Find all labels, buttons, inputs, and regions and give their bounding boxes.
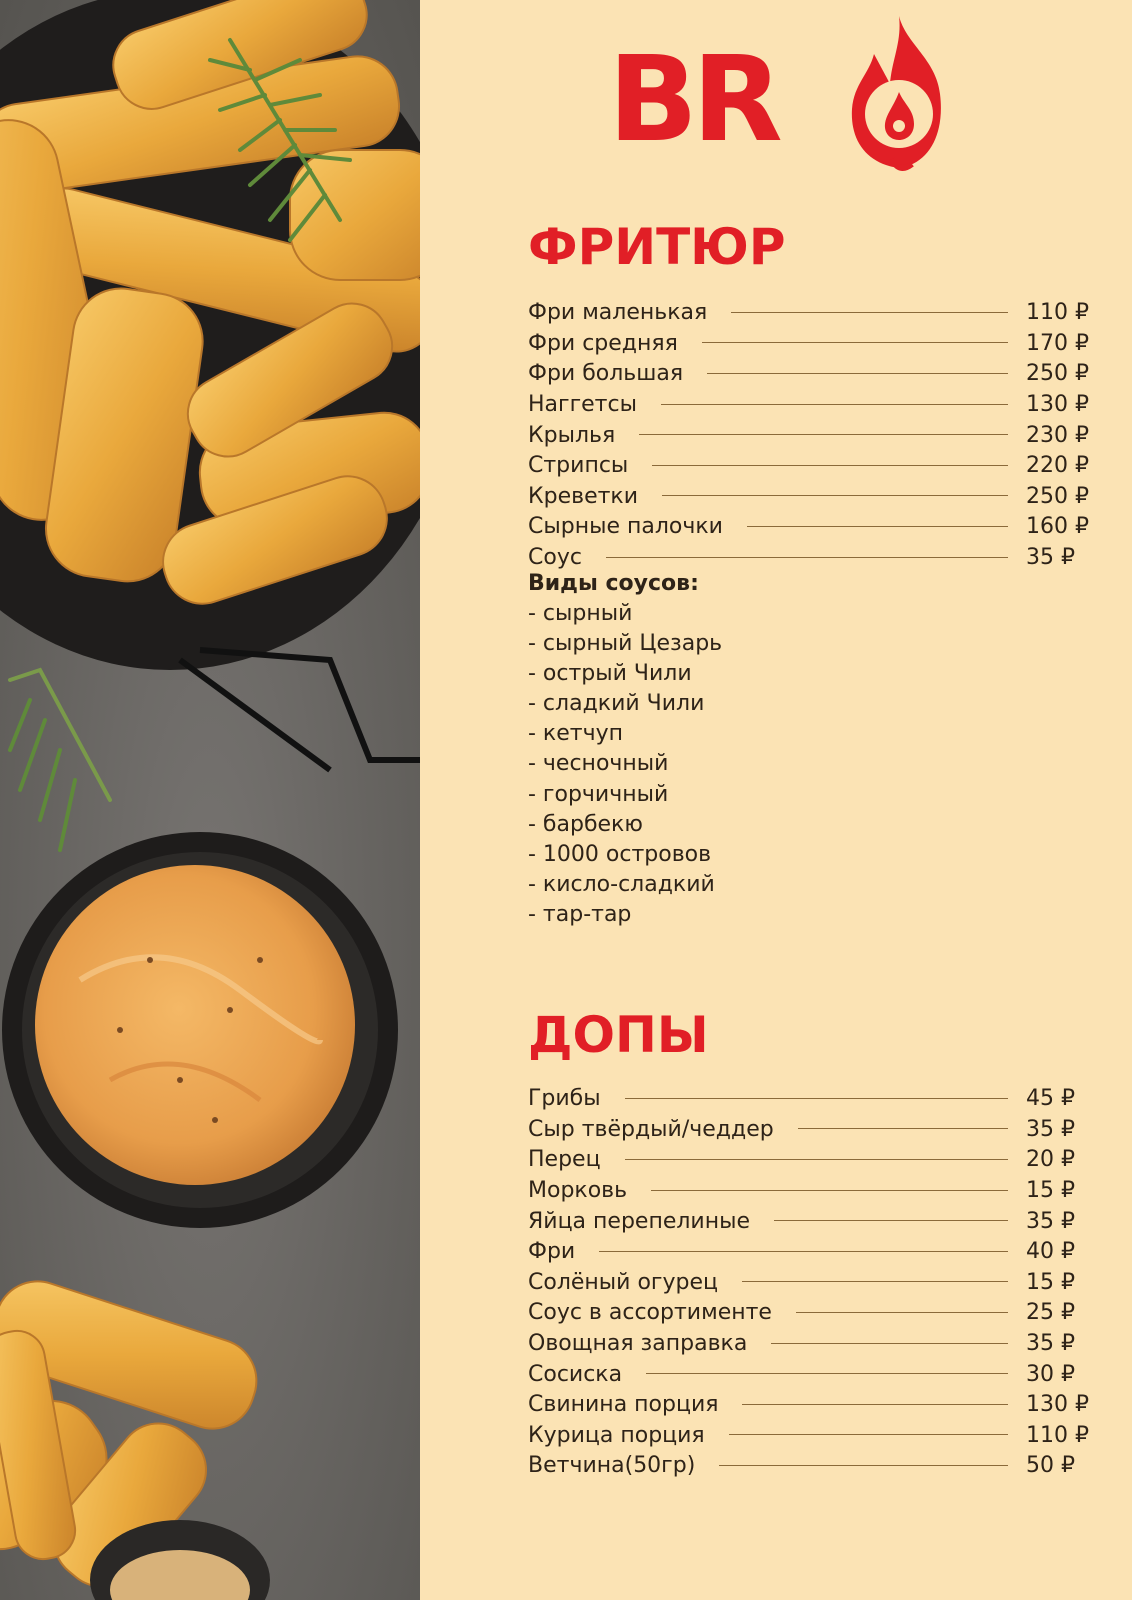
ruble-sign: ₽ <box>1061 1178 1075 1204</box>
price-value: 30 <box>1026 1361 1054 1387</box>
menu-item <box>528 329 1088 360</box>
price-value: 15 <box>1026 1178 1054 1204</box>
item-price <box>1026 421 1088 451</box>
extras-price-list <box>528 1084 1088 1482</box>
item-name: Свинина порция <box>528 1392 719 1418</box>
dotted-leader <box>771 1343 1008 1344</box>
ruble-sign: ₽ <box>1075 392 1089 418</box>
ruble-sign: ₽ <box>1061 1147 1075 1173</box>
item-price <box>1026 329 1088 359</box>
item-name: Сыр твёрдый/чеддер <box>528 1116 774 1142</box>
item-price <box>1026 1084 1088 1114</box>
item-name: Креветки <box>528 483 639 509</box>
item-price <box>1026 359 1088 389</box>
menu-item <box>528 1115 1088 1146</box>
ruble-sign: ₽ <box>1075 361 1089 387</box>
menu-item <box>528 1451 1088 1482</box>
dotted-leader <box>662 495 1008 496</box>
item-price <box>1026 1145 1088 1175</box>
ruble-sign: ₽ <box>1061 1239 1075 1265</box>
sauce-types-list <box>528 599 722 930</box>
ruble-sign: ₽ <box>1075 453 1089 479</box>
ruble-sign: ₽ <box>1061 545 1075 571</box>
price-value: 250 <box>1026 361 1068 387</box>
item-name: Сосиска <box>528 1361 623 1387</box>
item-price <box>1026 1298 1088 1328</box>
item-name: Стрипсы <box>528 453 629 479</box>
price-value: 15 <box>1026 1269 1054 1295</box>
dotted-leader <box>652 465 1008 466</box>
food-photo <box>0 0 420 1600</box>
item-price <box>1026 298 1088 328</box>
sauce-item: - кисло-сладкий <box>528 871 715 897</box>
item-name: Солёный огурец <box>528 1269 718 1295</box>
menu-item <box>528 1421 1088 1452</box>
item-price <box>1026 451 1088 481</box>
ruble-sign: ₽ <box>1061 1453 1075 1479</box>
price-value: 110 <box>1026 1422 1068 1448</box>
item-name: Овощная заправка <box>528 1331 748 1357</box>
sauce-item: - тар-тар <box>528 901 632 927</box>
ruble-sign: ₽ <box>1061 1116 1075 1142</box>
item-price <box>1026 1115 1088 1145</box>
ruble-sign: ₽ <box>1061 1331 1075 1357</box>
flame-o-icon <box>844 14 954 174</box>
item-name: Сырные палочки <box>528 514 723 540</box>
item-price <box>1026 1360 1088 1390</box>
item-price <box>1026 1329 1088 1359</box>
item-price <box>1026 1237 1088 1267</box>
price-value: 160 <box>1026 514 1068 540</box>
ruble-sign: ₽ <box>1075 1422 1089 1448</box>
menu-item <box>528 298 1088 329</box>
sauce-item: - острый Чили <box>528 661 692 687</box>
menu-item <box>528 1298 1088 1329</box>
menu-item <box>528 1237 1088 1268</box>
dotted-leader <box>625 1159 1008 1160</box>
fryer-price-list <box>528 298 1088 573</box>
sauce-item: - барбекю <box>528 811 643 837</box>
menu-item <box>528 1359 1088 1390</box>
section-title-extras: ДОПЫ <box>528 1006 709 1064</box>
dotted-leader <box>646 1373 1008 1374</box>
dotted-leader <box>747 526 1008 527</box>
dotted-leader <box>729 1434 1008 1435</box>
dotted-leader <box>774 1220 1008 1221</box>
section-title-fryer: ФРИТЮР <box>528 218 786 276</box>
item-price <box>1026 482 1088 512</box>
price-value: 45 <box>1026 1086 1054 1112</box>
ruble-sign: ₽ <box>1061 1208 1075 1234</box>
dotted-leader <box>606 557 1008 558</box>
fries-and-sauce-illustration <box>0 0 420 1600</box>
ruble-sign: ₽ <box>1075 330 1089 356</box>
item-name: Перец <box>528 1147 601 1173</box>
ruble-sign: ₽ <box>1075 422 1089 448</box>
item-name: Фри большая <box>528 361 684 387</box>
item-price <box>1026 543 1088 573</box>
dotted-leader <box>731 312 1008 313</box>
menu-item <box>528 1206 1088 1237</box>
dotted-leader <box>707 373 1008 374</box>
dotted-leader <box>651 1190 1008 1191</box>
dotted-leader <box>702 342 1008 343</box>
dotted-leader <box>625 1098 1008 1099</box>
brand-logo <box>608 10 948 170</box>
menu-item <box>528 1176 1088 1207</box>
ruble-sign: ₽ <box>1061 1269 1075 1295</box>
dotted-leader <box>742 1281 1008 1282</box>
menu-item <box>528 1145 1088 1176</box>
sauce-item: - кетчуп <box>528 721 623 747</box>
item-price <box>1026 1390 1088 1420</box>
sauce-item: - сырный Цезарь <box>528 631 723 657</box>
item-name: Курица порция <box>528 1422 705 1448</box>
dotted-leader <box>742 1404 1008 1405</box>
menu-panel <box>420 0 1132 1600</box>
ruble-sign: ₽ <box>1061 1086 1075 1112</box>
menu-item <box>528 512 1088 543</box>
sauce-item: - чесночный <box>528 751 669 777</box>
sauce-item: - 1000 островов <box>528 841 712 867</box>
ruble-sign: ₽ <box>1061 1300 1075 1326</box>
price-value: 35 <box>1026 1331 1054 1357</box>
ruble-sign: ₽ <box>1075 300 1089 326</box>
item-name: Грибы <box>528 1086 601 1112</box>
ruble-sign: ₽ <box>1061 1361 1075 1387</box>
item-price <box>1026 1268 1088 1298</box>
dotted-leader <box>661 404 1008 405</box>
item-price <box>1026 1451 1088 1481</box>
item-name: Фри маленькая <box>528 300 708 326</box>
price-value: 250 <box>1026 483 1068 509</box>
price-value: 25 <box>1026 1300 1054 1326</box>
dotted-leader <box>639 434 1008 435</box>
item-name: Наггетсы <box>528 392 637 418</box>
price-value: 35 <box>1026 1208 1054 1234</box>
sauce-item: - горчичный <box>528 781 669 807</box>
item-price <box>1026 512 1088 542</box>
price-value: 40 <box>1026 1239 1054 1265</box>
sauce-types-heading: Виды соусов: <box>528 571 699 596</box>
menu-item <box>528 1084 1088 1115</box>
menu-item <box>528 1329 1088 1360</box>
sauce-item: - сладкий Чили <box>528 691 705 717</box>
price-value: 230 <box>1026 422 1068 448</box>
item-name: Крылья <box>528 422 616 448</box>
item-name: Морковь <box>528 1178 628 1204</box>
price-value: 35 <box>1026 1116 1054 1142</box>
price-value: 130 <box>1026 1392 1068 1418</box>
ruble-sign: ₽ <box>1075 514 1089 540</box>
item-price <box>1026 1421 1088 1451</box>
item-price <box>1026 390 1088 420</box>
price-value: 110 <box>1026 300 1068 326</box>
sauce-item: - сырный <box>528 601 633 626</box>
item-name: Соус <box>528 545 582 571</box>
ruble-sign: ₽ <box>1075 483 1089 509</box>
dotted-leader <box>796 1312 1008 1313</box>
item-name: Фри <box>528 1239 576 1265</box>
price-value: 170 <box>1026 330 1068 356</box>
item-price <box>1026 1207 1088 1237</box>
price-value: 130 <box>1026 392 1068 418</box>
menu-item <box>528 390 1088 421</box>
item-name: Ветчина(50гр) <box>528 1453 696 1479</box>
logo-wordmark: BR <box>608 30 777 168</box>
menu-item <box>528 1390 1088 1421</box>
price-value: 35 <box>1026 545 1054 571</box>
price-value: 220 <box>1026 453 1068 479</box>
item-name: Яйца перепелиные <box>528 1208 751 1234</box>
price-value: 20 <box>1026 1147 1054 1173</box>
item-price <box>1026 1176 1088 1206</box>
item-name: Фри средняя <box>528 330 678 356</box>
dotted-leader <box>599 1251 1008 1252</box>
ruble-sign: ₽ <box>1075 1392 1089 1418</box>
menu-item <box>528 451 1088 482</box>
menu-item <box>528 420 1088 451</box>
menu-item <box>528 482 1088 513</box>
dotted-leader <box>719 1465 1008 1466</box>
price-value: 50 <box>1026 1453 1054 1479</box>
item-name: Соус в ассортименте <box>528 1300 772 1326</box>
menu-item <box>528 1268 1088 1299</box>
dotted-leader <box>798 1128 1008 1129</box>
menu-item <box>528 359 1088 390</box>
